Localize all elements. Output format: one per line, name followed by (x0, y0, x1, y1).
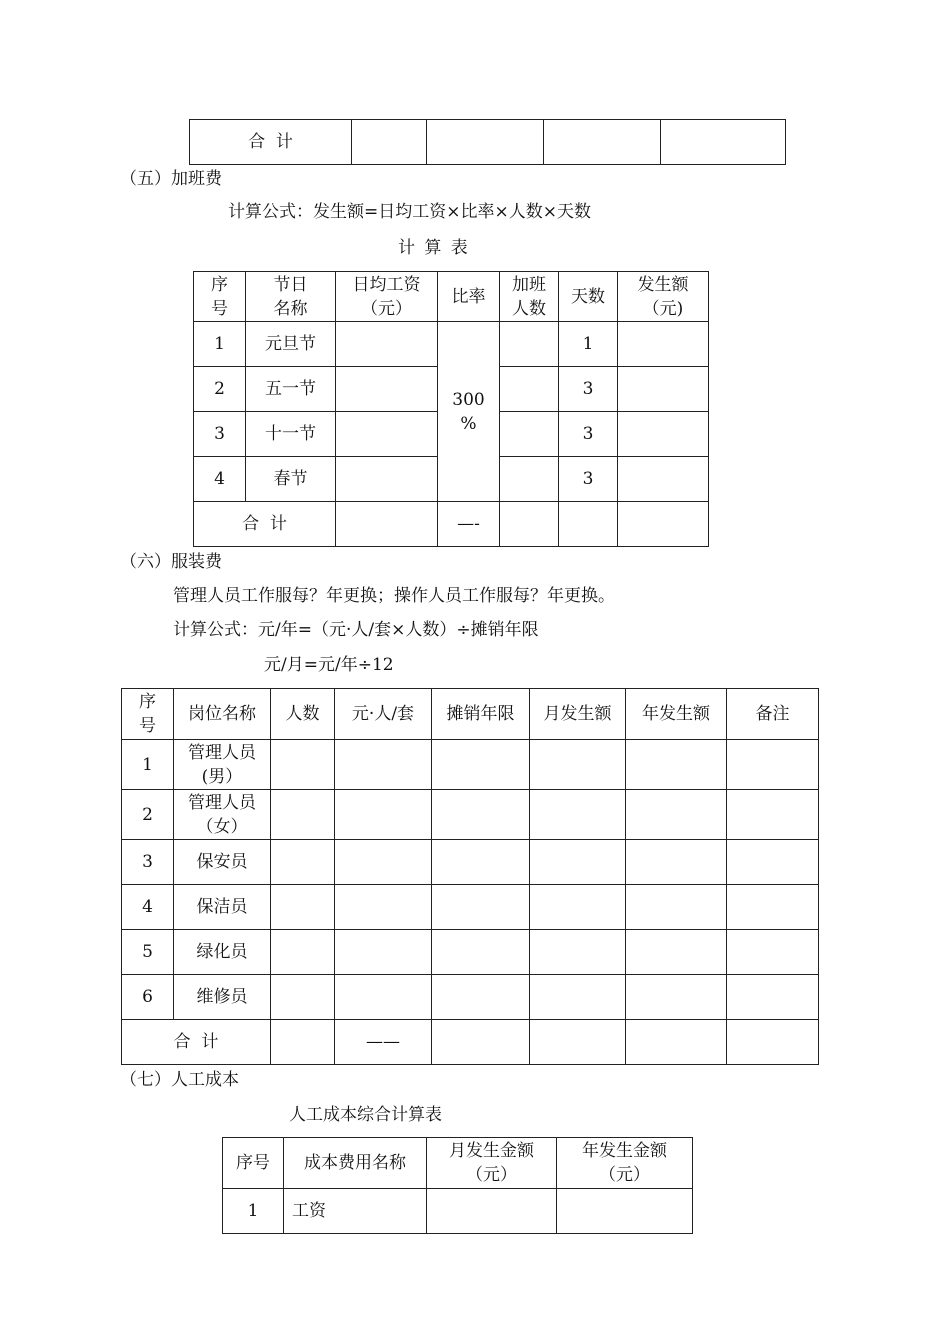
cell (271, 930, 335, 975)
cell (661, 120, 786, 165)
cell (727, 930, 819, 975)
header-rate: 比率 (438, 272, 500, 322)
cell (500, 502, 559, 547)
row-no: 4 (194, 457, 246, 502)
row-name: 保洁员 (174, 885, 271, 930)
table-row (122, 930, 819, 975)
table-row (194, 322, 709, 367)
total-label: 合 计 (194, 502, 336, 547)
cell (271, 840, 335, 885)
cell (727, 840, 819, 885)
cell (335, 740, 432, 790)
row-no: 1 (122, 740, 174, 790)
cell (271, 1020, 335, 1065)
cell (530, 930, 626, 975)
cell (727, 885, 819, 930)
cell (432, 740, 530, 790)
row-no: 3 (122, 840, 174, 885)
header-monthly: 月发生金额 （元） (427, 1138, 557, 1189)
row-no: 1 (223, 1189, 284, 1234)
header-amount: 发生额 （元) (618, 272, 709, 322)
row-name: 元旦节 (246, 322, 336, 367)
overtime-table (193, 271, 709, 547)
cell (352, 120, 427, 165)
cell (626, 975, 727, 1020)
row-name: 维修员 (174, 975, 271, 1020)
cell (427, 120, 544, 165)
row-name: 春节 (246, 457, 336, 502)
cell (500, 412, 559, 457)
cell (432, 790, 530, 840)
header-remark: 备注 (727, 689, 819, 740)
cell (336, 322, 438, 367)
header-days: 天数 (559, 272, 618, 322)
clothing-table (121, 688, 819, 1065)
row-no: 2 (194, 367, 246, 412)
cell (432, 885, 530, 930)
cell (530, 885, 626, 930)
row-name: 保安员 (174, 840, 271, 885)
total-row (194, 502, 709, 547)
section5-heading: （五）加班费 (120, 169, 222, 189)
row-no: 2 (122, 790, 174, 840)
cell (618, 412, 709, 457)
table-row (122, 840, 819, 885)
row-name: 十一节 (246, 412, 336, 457)
cell (626, 740, 727, 790)
row-no: 5 (122, 930, 174, 975)
cell (500, 322, 559, 367)
cell (727, 975, 819, 1020)
top-table (189, 119, 786, 165)
header-daily-wage: 日均工资 （元） (336, 272, 438, 322)
cell (626, 790, 727, 840)
cell (335, 975, 432, 1020)
header-no: 序 号 (194, 272, 246, 322)
cell (271, 975, 335, 1020)
cell (335, 840, 432, 885)
row-days: 1 (559, 322, 618, 367)
cell (336, 457, 438, 502)
row-name: 工资 (284, 1189, 427, 1234)
cell (559, 502, 618, 547)
labor-cost-table (222, 1137, 693, 1234)
cell (500, 457, 559, 502)
cell (544, 120, 661, 165)
cell (626, 840, 727, 885)
cell (530, 740, 626, 790)
row-no: 3 (194, 412, 246, 457)
cell (336, 367, 438, 412)
cell (271, 740, 335, 790)
total-label: 合 计 (190, 120, 352, 165)
total-label: 合 计 (122, 1020, 271, 1065)
cell (618, 457, 709, 502)
section6-heading: （六）服装费 (120, 552, 222, 572)
table-row (122, 975, 819, 1020)
header-holiday: 节日 名称 (246, 272, 336, 322)
cell (727, 790, 819, 840)
cell (500, 367, 559, 412)
cell (335, 790, 432, 840)
cell (530, 840, 626, 885)
section5-table-title: 计 算 表 (398, 238, 470, 258)
table-row (122, 740, 819, 790)
cell (618, 322, 709, 367)
cell (432, 930, 530, 975)
table-row (223, 1189, 693, 1234)
row-no: 1 (194, 322, 246, 367)
header-people: 加班 人数 (500, 272, 559, 322)
header-yearly: 年发生金额 （元） (557, 1138, 693, 1189)
row-no: 4 (122, 885, 174, 930)
header-years: 摊销年限 (432, 689, 530, 740)
cell (427, 1189, 557, 1234)
cell (530, 975, 626, 1020)
cell (626, 1020, 727, 1065)
section7-table-title: 人工成本综合计算表 (289, 1105, 442, 1125)
cell (530, 790, 626, 840)
total-dash: —— (335, 1020, 432, 1065)
section6-note: 管理人员工作服每？年更换；操作人员工作服每？年更换。 (173, 586, 615, 606)
cell (618, 367, 709, 412)
cell (336, 412, 438, 457)
cell (335, 930, 432, 975)
header-yearly: 年发生额 (626, 689, 727, 740)
header-people: 人数 (271, 689, 335, 740)
cell (618, 502, 709, 547)
section6-formula1: 计算公式：元/年=（元·人/套×人数）÷摊销年限 (173, 620, 539, 640)
rate-merged: 300 % (438, 322, 500, 502)
cell (530, 1020, 626, 1065)
row-days: 3 (559, 457, 618, 502)
total-row (122, 1020, 819, 1065)
cell (626, 930, 727, 975)
total-rate: —- (438, 502, 500, 547)
table-row (122, 790, 819, 840)
header-unit-price: 元·人/套 (335, 689, 432, 740)
cell (432, 840, 530, 885)
row-name: 管理人员 (男） (174, 740, 271, 790)
row-no: 6 (122, 975, 174, 1020)
cell (626, 885, 727, 930)
cell (336, 502, 438, 547)
cell (271, 790, 335, 840)
cell (432, 975, 530, 1020)
header-no: 序 号 (122, 689, 174, 740)
section7-heading: （七）人工成本 (120, 1070, 239, 1090)
row-days: 3 (559, 367, 618, 412)
row-name: 五一节 (246, 367, 336, 412)
table-row (122, 885, 819, 930)
section5-formula: 计算公式：发生额=日均工资×比率×人数×天数 (228, 202, 591, 222)
header-cost-name: 成本费用名称 (284, 1138, 427, 1189)
header-monthly: 月发生额 (530, 689, 626, 740)
cell (557, 1189, 693, 1234)
row-name: 管理人员 （女） (174, 790, 271, 840)
cell (432, 1020, 530, 1065)
cell (335, 885, 432, 930)
section6-formula2: 元/月=元/年÷12 (264, 655, 394, 675)
row-days: 3 (559, 412, 618, 457)
cell (271, 885, 335, 930)
cell (727, 740, 819, 790)
header-no: 序号 (223, 1138, 284, 1189)
cell (727, 1020, 819, 1065)
header-post: 岗位名称 (174, 689, 271, 740)
row-name: 绿化员 (174, 930, 271, 975)
